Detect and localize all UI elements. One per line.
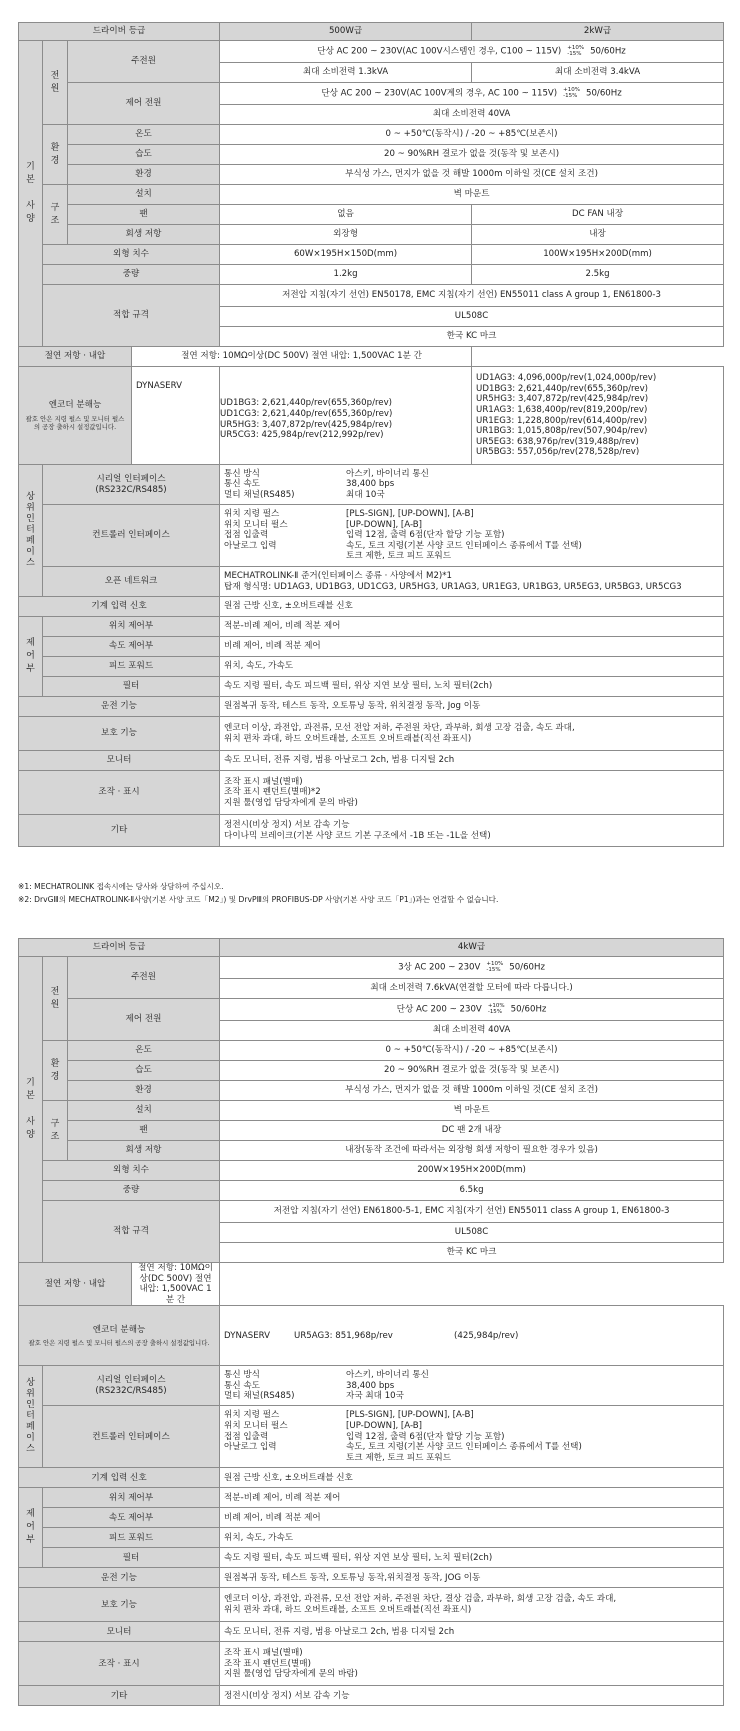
label-dimensions: 외형 치수 xyxy=(43,245,220,265)
label-position-control: 위치 제어부 xyxy=(43,1488,220,1508)
label-humidity: 습도 xyxy=(68,145,220,165)
serial-interface-value: 통신 방식 아스키, 바이너리 통신 통신 속도 38,400 bps 멀티 채널(RS485) 최대 10국 xyxy=(220,465,724,505)
label-protection: 보호 기능 xyxy=(19,1588,220,1622)
label-machine-input: 기계 입력 신호 xyxy=(19,1468,220,1488)
group-structure: 구 조 xyxy=(43,1101,68,1161)
header-2kw: 2kW급 xyxy=(472,23,724,41)
label-serial-interface: 시리얼 인터페이스 (RS232C/RS485) xyxy=(43,465,220,505)
spec-table-4kw xyxy=(18,938,724,1706)
consumption-4kw: 최대 소비전력 7.6kVA(연결할 모터에 따라 다릅니다.) xyxy=(220,979,724,999)
group-power: 전 원 xyxy=(43,41,68,125)
main-power-value: 단상 AC 200 ~ 230V(AC 100V시스템인 경우, C100 ~ 115V) +10% -15% 50/60Hz xyxy=(220,41,724,63)
group-basic-spec: 기 본 사 양 xyxy=(19,957,43,1263)
control-power-value: 단상 AC 200 ~ 230V +10% -15% 50/60Hz xyxy=(220,999,724,1021)
fan-2kw: DC FAN 내장 xyxy=(472,205,724,225)
label-filter: 필터 xyxy=(43,1548,220,1568)
label-control-power: 제어 전원 xyxy=(68,999,220,1041)
label-encoder: 엔코더 분해능 괄호 안은 지령 펄스 및 모니터 펄스의 공장 출하시 설정값입니다. xyxy=(19,367,132,465)
controller-interface-value: 위치 지령 펄스 [PLS-SIGN], [UP-DOWN], [A-B] 위치 모니터 펄스 [UP-DOWN], [A-B] 접점 입출력 입력 12점, 출력 6점(단자 할당 기능 포함) 아날로그 입력 속도, 토크 지령(기본 사양 코드 인터페이스 종류에서 T를 선택) 토크 제한, 토크 피드 포워드 xyxy=(220,505,724,567)
encoder-2kw-list: UD1AG3: 4,096,000p/rev(1,024,000p/rev) UD1BG3: 2,621,440p/rev(655,360p/rev) UR5HG3: 3,407,872p/rev(425,984p/rev) UR1AG3: 1,638,400p/rev(819,200p/rev) UR1EG3: 1,228,800p/rev(614,400p/rev) UR1BG3: 1,015,808p/rev(507,904p/rev) UR5EG3: 638,976p/rev(319,488p/rev) UR5BG3: 557,056p/rev(278,528p/rev) xyxy=(472,367,724,465)
humidity-value: 20 ~ 90%RH 결로가 없을 것(동작 및 보존시) xyxy=(220,1061,724,1081)
machine-input-value: 원점 근방 신호, ±오버트래블 신호 xyxy=(220,597,724,617)
label-controller-interface: 컨트롤러 인터페이스 xyxy=(43,505,220,567)
protection-value: 엔코더 이상, 과전압, 과전류, 모선 전압 저하, 주전원 차단, 결상 검출, 과부하, 회생 고장 검출, 속도 과대, 위치 편차 과대, 하드 오버트래블, 소프트 오버트래블(직선 좌표시) xyxy=(220,1588,724,1622)
label-insulation: 절연 저항 · 내압 xyxy=(19,347,132,367)
filter-value: 속도 지령 필터, 속도 피드백 필터, 위상 지연 보상 필터, 노치 필터(2ch) xyxy=(220,677,724,697)
label-standards: 적합 규격 xyxy=(43,1201,220,1263)
label-monitor: 모니터 xyxy=(19,751,220,771)
label-controller-interface: 컨트롤러 인터페이스 xyxy=(43,1406,220,1468)
label-feed-forward: 피드 포워드 xyxy=(43,657,220,677)
regen-4kw: 내장(동작 조건에 따라서는 외장형 회생 저항이 필요한 경우가 있음) xyxy=(220,1141,724,1161)
group-basic-spec: 기 본 사 양 xyxy=(19,41,43,347)
label-control-power: 제어 전원 xyxy=(68,83,220,125)
other-value: 정전시(비상 정지) 서보 감속 기능 다이나믹 브레이크(기본 사양 코드 기본 구조에서 -1B 또는 -1L을 선택) xyxy=(220,815,724,847)
group-environment: 환 경 xyxy=(43,1041,68,1101)
label-install: 설치 xyxy=(68,185,220,205)
feed-forward-value: 위치, 속도, 가속도 xyxy=(220,1528,724,1548)
footnotes xyxy=(18,880,723,906)
position-control-value: 적분-비례 제어, 비례 적분 제어 xyxy=(220,617,724,637)
operation-value: 원점복귀 동작, 테스트 동작, 오토튜닝 동작, 위치결정 동작, Jog 이동 xyxy=(220,697,724,717)
group-upper-interface: 상 위 인 터 페 이 스 xyxy=(19,465,43,597)
filter-value: 속도 지령 필터, 속도 피드백 필터, 위상 지연 보상 필터, 노치 필터(2ch) xyxy=(220,1548,724,1568)
header-driver-grade: 드라이버 등급 xyxy=(19,939,220,957)
weight-2kw: 2.5kg xyxy=(472,265,724,285)
machine-input-value: 원점 근방 신호, ±오버트래블 신호 xyxy=(220,1468,724,1488)
speed-control-value: 비례 제어, 비례 적분 제어 xyxy=(220,1508,724,1528)
label-operation-display: 조작 · 표시 xyxy=(19,771,220,815)
label-filter: 필터 xyxy=(43,677,220,697)
label-other: 기타 xyxy=(19,815,220,847)
label-main-power: 주전원 xyxy=(68,957,220,999)
insulation-value: 절연 저항: 10MΩ이상(DC 500V) 절연 내압: 1,500VAC 1분 간 xyxy=(132,347,472,367)
label-other: 기타 xyxy=(19,1686,220,1706)
label-fan: 팬 xyxy=(68,1121,220,1141)
operation-value: 원점복귀 동작, 테스트 동작, 오토튜닝 동작,위치결정 동작, JOG 이동 xyxy=(220,1568,724,1588)
group-power: 전 원 xyxy=(43,957,68,1041)
weight-4kw: 6.5kg xyxy=(220,1181,724,1201)
label-weight: 중량 xyxy=(43,1181,220,1201)
protection-value: 엔코더 이상, 과전압, 과전류, 모선 전압 저하, 주전원 차단, 과부하, 회생 고장 검출, 속도 과대, 위치 편차 과대, 하드 오버트래블, 소프트 오버트래블(직선 좌표시) xyxy=(220,717,724,751)
dimensions-4kw: 200W×195H×200D(mm) xyxy=(220,1161,724,1181)
group-control: 제 어 부 xyxy=(19,617,43,697)
group-structure: 구 조 xyxy=(43,185,68,245)
label-temperature: 온도 xyxy=(68,125,220,145)
standard-2: UL508C xyxy=(220,1223,724,1243)
temperature-value: 0 ~ +50℃(동작시) / -20 ~ +85℃(보존시) xyxy=(220,1041,724,1061)
label-humidity: 습도 xyxy=(68,1061,220,1081)
controller-interface-value: 위치 지령 펄스 [PLS-SIGN], [UP-DOWN], [A-B] 위치 모니터 펄스 [UP-DOWN], [A-B] 접점 입출력 입력 12점, 출력 6점(단자 할당 기능 포함) 아날로그 입력 속도, 토크 지령(기본 사양 코드 인터페이스 종류에서 T를 선택) 토크 제한, 토크 피드 포워드 xyxy=(220,1406,724,1468)
label-main-power: 주전원 xyxy=(68,41,220,83)
label-insulation: 절연 저항 · 내압 xyxy=(19,1263,132,1306)
label-ambient: 환경 xyxy=(68,165,220,185)
operation-display-value: 조작 표시 패널(별매) 조작 표시 펜던트(별매)*2 지원 툴(영업 담당자에게 문의 바람) xyxy=(220,771,724,815)
header-4kw: 4kW급 xyxy=(220,939,724,957)
label-operation-display: 조작 · 표시 xyxy=(19,1642,220,1686)
control-consumption: 최대 소비전력 40VA xyxy=(220,105,724,125)
label-open-network: 오픈 네트워크 xyxy=(43,567,220,597)
ambient-value: 부식성 가스, 먼지가 없을 것 해발 1000m 이하일 것(CE 설치 조건) xyxy=(220,165,724,185)
spec-table-500w-2kw xyxy=(18,22,724,847)
label-encoder: 엔코더 분해능 괄호 안은 지령 펄스 및 모니터 펄스의 공장 출하시 설정값입니다. xyxy=(19,1306,220,1366)
consumption-500w: 최대 소비전력 1.3kVA xyxy=(220,63,472,83)
label-dimensions: 외형 치수 xyxy=(43,1161,220,1181)
label-install: 설치 xyxy=(68,1101,220,1121)
label-fan: 팬 xyxy=(68,205,220,225)
monitor-value: 속도 모니터, 전류 지령, 범용 아날로그 2ch, 범용 디지털 2ch xyxy=(220,1622,724,1642)
feed-forward-value: 위치, 속도, 가속도 xyxy=(220,657,724,677)
operation-display-value: 조작 표시 패널(별매) 조작 표시 펜던트(별매) 지원 툴(영업 담당자에게 문의 바람) xyxy=(220,1642,724,1686)
main-power-value: 3상 AC 200 ~ 230V +10% -15% 50/60Hz xyxy=(220,957,724,979)
label-machine-input: 기계 입력 신호 xyxy=(19,597,220,617)
regen-2kw: 내장 xyxy=(472,225,724,245)
encoder-500w-list: UD1BG3: 2,621,440p/rev(655,360p/rev) UD1CG3: 2,621,440p/rev(655,360p/rev) UR5HG3: 3,407,872p/rev(425,984p/rev) UR5CG3: 425,984p/rev(212,992p/rev) xyxy=(220,367,472,465)
fan-500w: 없음 xyxy=(220,205,472,225)
temperature-value: 0 ~ +50℃(동작시) / -20 ~ +85℃(보존시) xyxy=(220,125,724,145)
standard-3: 한국 KC 마크 xyxy=(220,327,724,347)
standard-1: 저전압 지침(자기 선언) EN50178, EMC 지침(자기 선언) EN55011 class A group 1, EN61800-3 xyxy=(220,285,724,307)
label-standards: 적합 규격 xyxy=(43,285,220,347)
serial-interface-value: 통신 방식 아스키, 바이너리 통신 통신 속도 38,400 bps 멀티 채널(RS485) 자국 최대 10국 xyxy=(220,1366,724,1406)
dimensions-2kw: 100W×195H×200D(mm) xyxy=(472,245,724,265)
header-500w: 500W급 xyxy=(220,23,472,41)
regen-500w: 외장형 xyxy=(220,225,472,245)
standard-2: UL508C xyxy=(220,307,724,327)
label-temperature: 온도 xyxy=(68,1041,220,1061)
encoder-4kw-value: DYNASERV UR5AG3: 851,968p/rev (425,984p/rev) xyxy=(220,1306,724,1366)
humidity-value: 20 ~ 90%RH 결로가 없을 것(동작 및 보존시) xyxy=(220,145,724,165)
label-regen: 회생 저항 xyxy=(68,225,220,245)
dimensions-500w: 60W×195H×150D(mm) xyxy=(220,245,472,265)
ambient-value: 부식성 가스, 먼지가 없을 것 해발 1000m 이하일 것(CE 설치 조건) xyxy=(220,1081,724,1101)
monitor-value: 속도 모니터, 전류 지령, 범용 아날로그 2ch, 범용 디지털 2ch xyxy=(220,751,724,771)
label-weight: 중량 xyxy=(43,265,220,285)
group-upper-interface: 상 위 인 터 페 이 스 xyxy=(19,1366,43,1468)
standard-3: 한국 KC 마크 xyxy=(220,1243,724,1263)
label-speed-control: 속도 제어부 xyxy=(43,637,220,657)
insulation-value: 절연 저항: 10MΩ이상(DC 500V) 절연 내압: 1,500VAC 1분 간 xyxy=(132,1263,220,1306)
label-ambient: 환경 xyxy=(68,1081,220,1101)
weight-500w: 1.2kg xyxy=(220,265,472,285)
label-protection: 보호 기능 xyxy=(19,717,220,751)
footnote-1: ※1: MECHATROLINK 접속시에는 당사와 상담하여 주십시오. xyxy=(18,882,224,891)
speed-control-value: 비례 제어, 비례 적분 제어 xyxy=(220,637,724,657)
label-monitor: 모니터 xyxy=(19,1622,220,1642)
open-network-value: MECHATROLINK-Ⅱ 준거(인터페이스 종류 · 사양에서 M2)*1 탑재 형식명: UD1AG3, UD1BG3, UD1CG3, UR5HG3, UR1AG3, UR1EG3, UR1BG3, UR5EG3, UR5BG3, UR5CG3 xyxy=(220,567,724,597)
group-environment: 환 경 xyxy=(43,125,68,185)
other-value: 정전시(비상 정지) 서보 감속 기능 xyxy=(220,1686,724,1706)
position-control-value: 적분-비례 제어, 비례 적분 제어 xyxy=(220,1488,724,1508)
group-control: 제 어 부 xyxy=(19,1488,43,1568)
footnote-2: ※2: DrvGⅢ의 MECHATROLINK-Ⅱ사양(기본 사양 코드「M2」) 및 DrvPⅢ의 PROFIBUS-DP 사양(기본 사양 코드「P1」)과는 연결할 수 없습니다. xyxy=(18,895,499,904)
label-regen: 회생 저항 xyxy=(68,1141,220,1161)
label-serial-interface: 시리얼 인터페이스 (RS232C/RS485) xyxy=(43,1366,220,1406)
control-consumption: 최대 소비전력 40VA xyxy=(220,1021,724,1041)
control-power-value: 단상 AC 200 ~ 230V(AC 100V계의 경우, AC 100 ~ 115V) +10% -15% 50/60Hz xyxy=(220,83,724,105)
encoder-dynaserv-label: DYNASERV xyxy=(132,367,220,465)
standard-1: 저전압 지침(자기 선언) EN61800-5-1, EMC 지침(자기 선언) EN55011 class A group 1, EN61800-3 xyxy=(220,1201,724,1223)
consumption-2kw: 최대 소비전력 3.4kVA xyxy=(472,63,724,83)
header-driver-grade: 드라이버 등급 xyxy=(19,23,220,41)
install-value: 벽 마운트 xyxy=(220,185,724,205)
label-feed-forward: 피드 포워드 xyxy=(43,1528,220,1548)
install-value: 벽 마운트 xyxy=(220,1101,724,1121)
label-operation: 운전 기능 xyxy=(19,697,220,717)
label-speed-control: 속도 제어부 xyxy=(43,1508,220,1528)
fan-4kw: DC 팬 2개 내장 xyxy=(220,1121,724,1141)
label-position-control: 위치 제어부 xyxy=(43,617,220,637)
label-operation: 운전 기능 xyxy=(19,1568,220,1588)
